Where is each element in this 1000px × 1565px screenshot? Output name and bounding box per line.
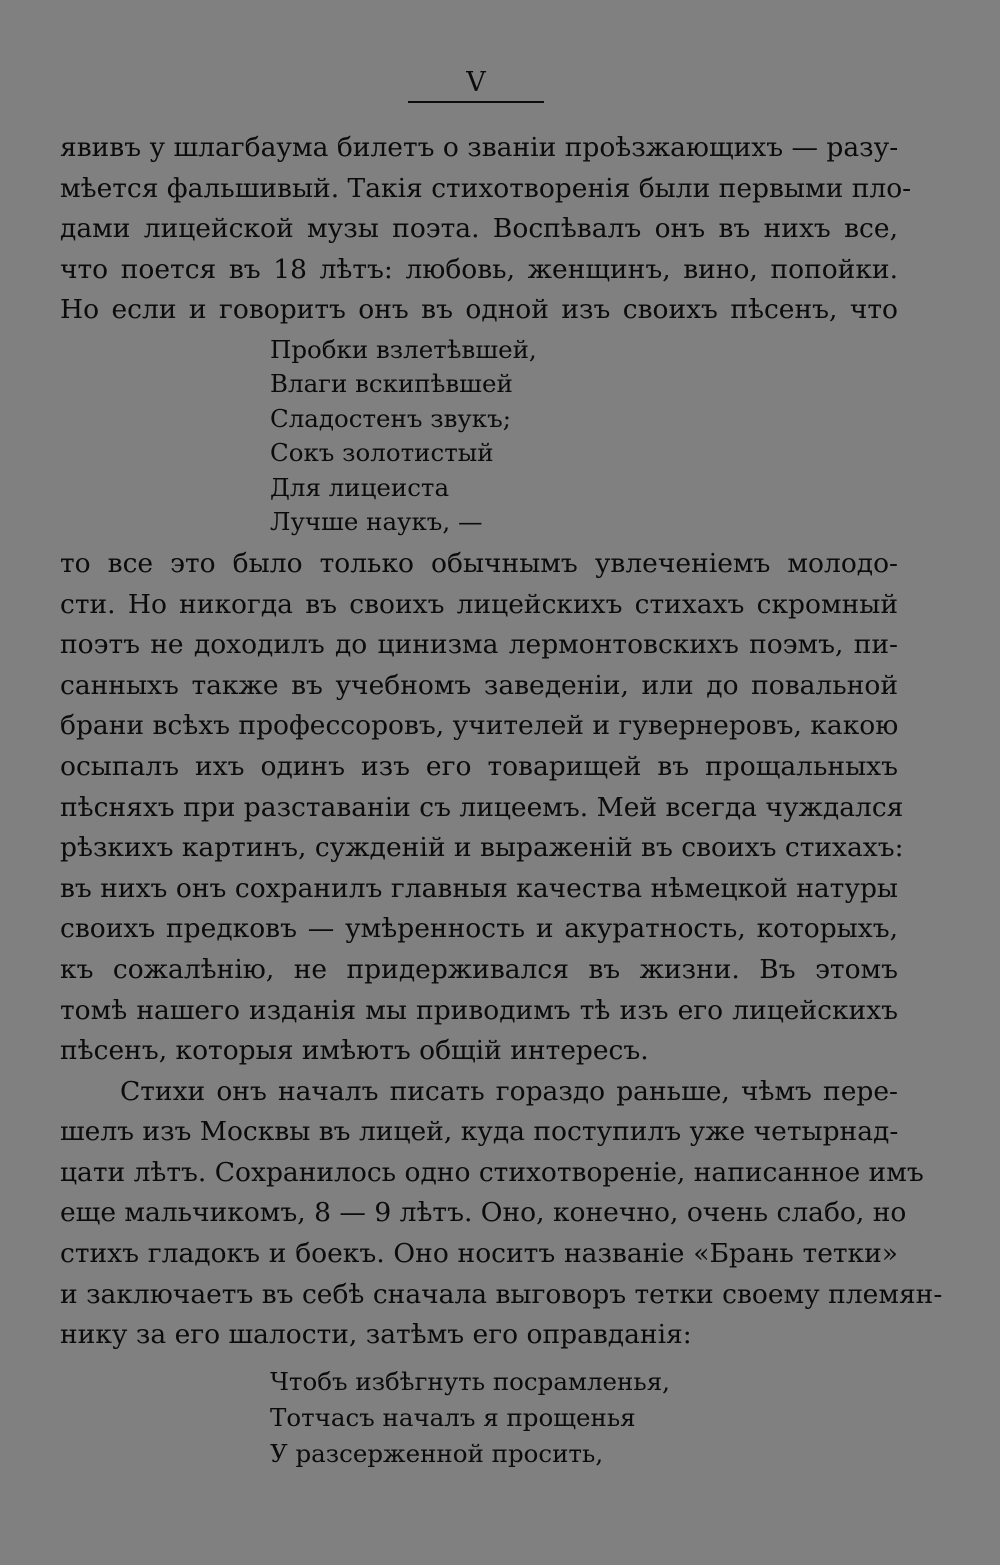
text-line: поэтъ не доходилъ до цинизма лермонтовскихъ поэмъ, пи- <box>60 629 898 661</box>
verse-line: Тотчасъ началъ я прощенья <box>270 1402 636 1432</box>
text-line: въ нихъ онъ сохранилъ главныя качества нѣмецкой натуры <box>60 872 898 904</box>
verse-quote-2 <box>60 1364 898 1472</box>
body-text <box>60 128 943 1472</box>
text-line: стихъ гладокъ и боекъ. Оно носитъ названіе «Брань тетки» <box>60 1238 898 1270</box>
text-line: томѣ нашего изданія мы приводимъ тѣ изъ его лицейскихъ <box>60 994 898 1026</box>
text-line: что поется въ 18 лѣтъ: любовь, женщинъ, вино, попойки. <box>60 253 898 285</box>
text-line: брани всѣхъ профессоровъ, учителей и гувернеровъ, какою <box>60 710 899 742</box>
verse-line: Влаги вскипѣвшей <box>270 369 513 399</box>
text-line: явивъ у шлагбаума билетъ о званіи проѣзжающихъ — разу- <box>60 132 899 163</box>
text-line: санныхъ также въ учебномъ заведеніи, или до повальной <box>60 669 898 701</box>
verse-quote-1 <box>60 333 898 540</box>
verse-line: Пробки взлетѣвшей, <box>270 334 537 364</box>
verse-line: Сладостенъ звукъ; <box>270 403 511 433</box>
text-line: и заключаетъ въ себѣ сначала выговоръ тетки своему племян- <box>60 1278 943 1310</box>
text-line: пѣсенъ, которыя имѣютъ общій интересъ. <box>60 1035 649 1067</box>
text-line: къ сожалѣнію, не придерживался въ жизни. Въ этомъ <box>60 953 898 985</box>
paragraph-2 <box>60 544 904 1072</box>
text-line: Стихи онъ началъ писать гораздо раньше, чѣмъ пере- <box>120 1075 898 1107</box>
text-line: цати лѣтъ. Сохранилось одно стихотвореніе, написанное имъ <box>60 1156 924 1188</box>
paragraph-1 <box>60 128 912 331</box>
verse-line: Сокъ золотистый <box>270 438 494 468</box>
text-line: Но если и говоритъ онъ въ одной изъ своихъ пѣсенъ, что <box>60 294 898 326</box>
text-line: еще мальчикомъ, 8 — 9 лѣтъ. Оно, конечно, очень слабо, но <box>60 1197 907 1229</box>
text-line: нику за его шалости, затѣмъ его оправданія: <box>60 1319 692 1351</box>
text-line: дами лицейской музы поэта. Воспѣвалъ онъ въ нихъ все, <box>60 213 898 245</box>
text-line: своихъ предковъ — умѣренность и акуратность, которыхъ, <box>60 913 898 945</box>
text-line: рѣзкихъ картинъ, сужденій и выраженій въ своихъ стихахъ: <box>60 832 904 864</box>
verse-line: Лучше наукъ, — <box>270 507 483 537</box>
text-line: мѣется фальшивый. Такія стихотворенія были первыми пло- <box>60 172 912 204</box>
page-number: V <box>408 68 544 103</box>
verse-line: Чтобъ избѣгнуть посрамленья, <box>270 1366 670 1396</box>
verse-line: Для лицеиста <box>270 472 450 502</box>
text-line: сти. Но никогда въ своихъ лицейскихъ стихахъ скромный <box>60 588 898 620</box>
paragraph-3 <box>60 1072 943 1356</box>
text-line: шелъ изъ Москвы въ лицей, куда поступилъ уже четырнад- <box>60 1116 899 1148</box>
text-line: то все это было только обычнымъ увлеченіемъ молодо- <box>60 547 898 579</box>
text-line: пѣсняхъ при разставаніи съ лицеемъ. Мей всегда чуждался <box>60 791 904 823</box>
text-line: осыпалъ ихъ одинъ изъ его товарищей въ прощальныхъ <box>60 750 898 782</box>
verse-line: У разсерженной просить, <box>270 1438 604 1468</box>
